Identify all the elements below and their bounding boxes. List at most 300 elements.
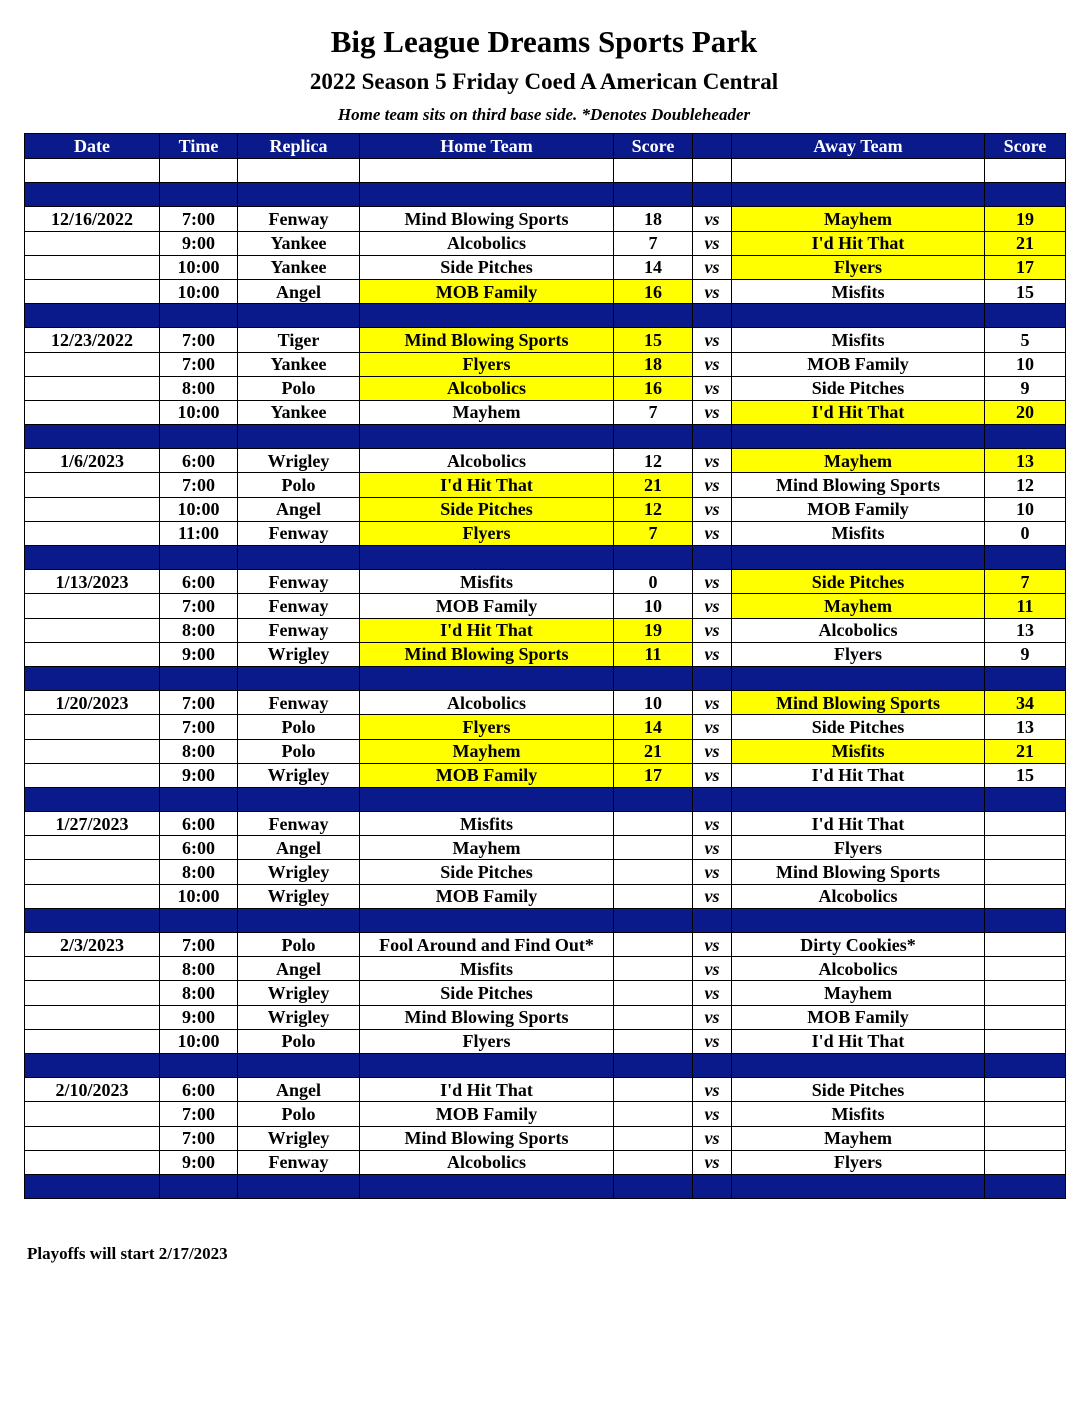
schedule-body bbox=[25, 159, 1066, 1199]
away-team-cell: MOB Family bbox=[732, 352, 985, 376]
home-score-cell bbox=[614, 957, 693, 981]
home-team-cell: Flyers bbox=[360, 715, 614, 739]
vs-cell bbox=[693, 1053, 732, 1077]
date-cell bbox=[25, 159, 160, 183]
home-score-cell: 11 bbox=[614, 642, 693, 666]
replica-cell: Yankee bbox=[238, 231, 360, 255]
home-team-cell: Mayhem bbox=[360, 400, 614, 424]
home-team-cell: Fool Around and Find Out* bbox=[360, 933, 614, 957]
away-score-cell: 9 bbox=[985, 642, 1066, 666]
time-cell: 9:00 bbox=[160, 642, 238, 666]
vs-cell: vs bbox=[693, 763, 732, 787]
away-score-cell bbox=[985, 1078, 1066, 1102]
away-team-cell: Misfits bbox=[732, 279, 985, 303]
date-cell bbox=[25, 1126, 160, 1150]
time-cell: 8:00 bbox=[160, 376, 238, 400]
vs-cell: vs bbox=[693, 255, 732, 279]
away-score-cell: 11 bbox=[985, 594, 1066, 618]
away-score-cell bbox=[985, 1102, 1066, 1126]
home-score-cell bbox=[614, 1005, 693, 1029]
time-cell bbox=[160, 183, 238, 207]
replica-cell: Angel bbox=[238, 957, 360, 981]
game-row bbox=[25, 449, 1066, 473]
home-team-cell: MOB Family bbox=[360, 763, 614, 787]
away-team-cell bbox=[732, 1174, 985, 1198]
vs-cell: vs bbox=[693, 981, 732, 1005]
home-team-cell: Mayhem bbox=[360, 836, 614, 860]
time-cell bbox=[160, 425, 238, 449]
replica-cell: Fenway bbox=[238, 207, 360, 231]
away-team-cell: Dirty Cookies* bbox=[732, 933, 985, 957]
home-score-cell: 21 bbox=[614, 473, 693, 497]
away-score-cell bbox=[985, 666, 1066, 690]
away-score-cell bbox=[985, 304, 1066, 328]
away-score-cell: 13 bbox=[985, 715, 1066, 739]
vs-cell: vs bbox=[693, 376, 732, 400]
home-score-cell: 12 bbox=[614, 449, 693, 473]
date-cell bbox=[25, 497, 160, 521]
home-team-cell bbox=[360, 787, 614, 811]
date-cell bbox=[25, 787, 160, 811]
away-score-cell bbox=[985, 812, 1066, 836]
home-team-cell: Side Pitches bbox=[360, 860, 614, 884]
time-cell: 10:00 bbox=[160, 1029, 238, 1053]
date-cell bbox=[25, 594, 160, 618]
away-score-cell: 10 bbox=[985, 497, 1066, 521]
vs-cell: vs bbox=[693, 279, 732, 303]
date-cell: 12/16/2022 bbox=[25, 207, 160, 231]
game-row bbox=[25, 255, 1066, 279]
time-cell bbox=[160, 304, 238, 328]
game-row bbox=[25, 1102, 1066, 1126]
replica-cell bbox=[238, 425, 360, 449]
home-score-cell: 7 bbox=[614, 400, 693, 424]
home-team-cell: Alcobolics bbox=[360, 231, 614, 255]
time-cell: 8:00 bbox=[160, 981, 238, 1005]
home-score-cell bbox=[614, 1053, 693, 1077]
game-row bbox=[25, 763, 1066, 787]
home-score-cell bbox=[614, 159, 693, 183]
home-score-cell bbox=[614, 666, 693, 690]
replica-cell: Fenway bbox=[238, 521, 360, 545]
replica-cell bbox=[238, 159, 360, 183]
vs-cell: vs bbox=[693, 400, 732, 424]
home-team-cell: Misfits bbox=[360, 812, 614, 836]
date-cell: 2/10/2023 bbox=[25, 1078, 160, 1102]
away-team-cell: Side Pitches bbox=[732, 376, 985, 400]
home-team-cell: Misfits bbox=[360, 957, 614, 981]
replica-cell: Wrigley bbox=[238, 1005, 360, 1029]
time-cell: 7:00 bbox=[160, 715, 238, 739]
away-team-cell: Misfits bbox=[732, 328, 985, 352]
time-cell bbox=[160, 787, 238, 811]
game-row bbox=[25, 957, 1066, 981]
home-score-cell: 7 bbox=[614, 521, 693, 545]
game-row bbox=[25, 618, 1066, 642]
away-team-cell bbox=[732, 159, 985, 183]
home-score-cell bbox=[614, 1029, 693, 1053]
date-cell bbox=[25, 425, 160, 449]
away-team-cell: Flyers bbox=[732, 836, 985, 860]
playoffs-note: Playoffs will start 2/17/2023 bbox=[27, 1244, 228, 1263]
away-score-cell: 13 bbox=[985, 618, 1066, 642]
blank-row bbox=[25, 159, 1066, 183]
time-cell: 8:00 bbox=[160, 739, 238, 763]
home-team-cell: Mayhem bbox=[360, 739, 614, 763]
home-score-cell bbox=[614, 1102, 693, 1126]
date-cell: 12/23/2022 bbox=[25, 328, 160, 352]
week-separator-row bbox=[25, 1174, 1066, 1198]
away-team-cell: MOB Family bbox=[732, 497, 985, 521]
date-cell bbox=[25, 618, 160, 642]
home-score-cell bbox=[614, 981, 693, 1005]
replica-cell: Wrigley bbox=[238, 860, 360, 884]
away-score-cell: 7 bbox=[985, 570, 1066, 594]
date-cell bbox=[25, 642, 160, 666]
home-score-cell bbox=[614, 183, 693, 207]
replica-cell bbox=[238, 787, 360, 811]
replica-cell: Yankee bbox=[238, 352, 360, 376]
away-team-cell: I'd Hit That bbox=[732, 812, 985, 836]
away-score-cell bbox=[985, 908, 1066, 932]
home-score-cell bbox=[614, 933, 693, 957]
home-score-cell: 21 bbox=[614, 739, 693, 763]
home-score-cell: 10 bbox=[614, 594, 693, 618]
away-score-cell bbox=[985, 860, 1066, 884]
replica-cell: Fenway bbox=[238, 594, 360, 618]
date-cell bbox=[25, 763, 160, 787]
vs-cell bbox=[693, 546, 732, 570]
replica-cell: Angel bbox=[238, 497, 360, 521]
vs-cell: vs bbox=[693, 473, 732, 497]
time-cell: 10:00 bbox=[160, 400, 238, 424]
game-row bbox=[25, 497, 1066, 521]
game-row bbox=[25, 400, 1066, 424]
date-cell bbox=[25, 304, 160, 328]
time-cell: 8:00 bbox=[160, 957, 238, 981]
home-team-cell: Side Pitches bbox=[360, 255, 614, 279]
time-cell: 7:00 bbox=[160, 207, 238, 231]
replica-cell: Tiger bbox=[238, 328, 360, 352]
vs-cell: vs bbox=[693, 1102, 732, 1126]
vs-cell: vs bbox=[693, 521, 732, 545]
home-team-cell: I'd Hit That bbox=[360, 618, 614, 642]
replica-cell: Angel bbox=[238, 1078, 360, 1102]
away-team-cell: Mayhem bbox=[732, 981, 985, 1005]
time-cell: 7:00 bbox=[160, 352, 238, 376]
home-score-cell: 15 bbox=[614, 328, 693, 352]
replica-cell bbox=[238, 666, 360, 690]
vs-cell: vs bbox=[693, 1078, 732, 1102]
away-team-cell: Mind Blowing Sports bbox=[732, 860, 985, 884]
away-team-cell bbox=[732, 666, 985, 690]
game-row bbox=[25, 1029, 1066, 1053]
vs-cell bbox=[693, 666, 732, 690]
away-score-cell bbox=[985, 836, 1066, 860]
date-cell bbox=[25, 473, 160, 497]
game-row bbox=[25, 521, 1066, 545]
away-team-cell bbox=[732, 787, 985, 811]
home-team-cell: MOB Family bbox=[360, 884, 614, 908]
away-team-cell: Alcobolics bbox=[732, 884, 985, 908]
home-team-cell: Alcobolics bbox=[360, 376, 614, 400]
away-team-cell bbox=[732, 304, 985, 328]
date-cell: 1/13/2023 bbox=[25, 570, 160, 594]
date-cell bbox=[25, 1005, 160, 1029]
vs-cell: vs bbox=[693, 207, 732, 231]
away-score-cell bbox=[985, 1029, 1066, 1053]
away-score-cell bbox=[985, 957, 1066, 981]
vs-cell: vs bbox=[693, 497, 732, 521]
time-cell: 9:00 bbox=[160, 763, 238, 787]
home-score-cell bbox=[614, 884, 693, 908]
week-separator-row bbox=[25, 304, 1066, 328]
replica-cell: Wrigley bbox=[238, 449, 360, 473]
time-cell bbox=[160, 159, 238, 183]
game-row bbox=[25, 1005, 1066, 1029]
vs-cell bbox=[693, 183, 732, 207]
date-cell bbox=[25, 1150, 160, 1174]
away-team-cell: Misfits bbox=[732, 739, 985, 763]
replica-cell: Fenway bbox=[238, 691, 360, 715]
home-score-cell: 18 bbox=[614, 207, 693, 231]
home-team-cell: Mind Blowing Sports bbox=[360, 1005, 614, 1029]
home-score-cell bbox=[614, 1150, 693, 1174]
date-cell: 1/27/2023 bbox=[25, 812, 160, 836]
away-team-cell: Mayhem bbox=[732, 207, 985, 231]
away-score-cell: 17 bbox=[985, 255, 1066, 279]
replica-cell: Polo bbox=[238, 1102, 360, 1126]
time-cell: 6:00 bbox=[160, 449, 238, 473]
date-cell bbox=[25, 860, 160, 884]
replica-cell bbox=[238, 183, 360, 207]
vs-cell bbox=[693, 1174, 732, 1198]
game-row bbox=[25, 642, 1066, 666]
vs-cell: vs bbox=[693, 231, 732, 255]
date-cell bbox=[25, 715, 160, 739]
replica-cell: Yankee bbox=[238, 400, 360, 424]
vs-cell: vs bbox=[693, 860, 732, 884]
away-team-cell: Mayhem bbox=[732, 594, 985, 618]
replica-cell bbox=[238, 546, 360, 570]
home-score-cell bbox=[614, 304, 693, 328]
away-team-cell: Side Pitches bbox=[732, 715, 985, 739]
vs-cell: vs bbox=[693, 1150, 732, 1174]
away-team-cell: MOB Family bbox=[732, 1005, 985, 1029]
replica-cell: Fenway bbox=[238, 812, 360, 836]
col-header-home-team: Home Team bbox=[360, 134, 614, 159]
away-team-cell: Mayhem bbox=[732, 449, 985, 473]
home-score-cell bbox=[614, 1078, 693, 1102]
away-score-cell bbox=[985, 1150, 1066, 1174]
date-cell bbox=[25, 521, 160, 545]
replica-cell: Angel bbox=[238, 836, 360, 860]
game-row bbox=[25, 836, 1066, 860]
away-team-cell bbox=[732, 425, 985, 449]
game-row bbox=[25, 739, 1066, 763]
replica-cell: Yankee bbox=[238, 255, 360, 279]
time-cell: 6:00 bbox=[160, 812, 238, 836]
away-team-cell: Alcobolics bbox=[732, 618, 985, 642]
time-cell bbox=[160, 1174, 238, 1198]
time-cell: 6:00 bbox=[160, 1078, 238, 1102]
away-team-cell: Misfits bbox=[732, 1102, 985, 1126]
vs-cell bbox=[693, 908, 732, 932]
away-team-cell: Mind Blowing Sports bbox=[732, 473, 985, 497]
away-score-cell: 21 bbox=[985, 231, 1066, 255]
date-cell bbox=[25, 957, 160, 981]
home-team-cell: Flyers bbox=[360, 521, 614, 545]
replica-cell bbox=[238, 1174, 360, 1198]
away-score-cell: 21 bbox=[985, 739, 1066, 763]
game-row bbox=[25, 328, 1066, 352]
date-cell bbox=[25, 908, 160, 932]
game-row bbox=[25, 231, 1066, 255]
date-cell bbox=[25, 279, 160, 303]
page-title: Big League Dreams Sports Park bbox=[330, 24, 758, 59]
away-team-cell bbox=[732, 183, 985, 207]
vs-cell: vs bbox=[693, 328, 732, 352]
col-header-vs bbox=[693, 134, 732, 159]
away-team-cell: Side Pitches bbox=[732, 570, 985, 594]
away-team-cell bbox=[732, 908, 985, 932]
time-cell: 6:00 bbox=[160, 836, 238, 860]
away-team-cell: I'd Hit That bbox=[732, 400, 985, 424]
home-score-cell: 12 bbox=[614, 497, 693, 521]
week-separator-row bbox=[25, 908, 1066, 932]
home-score-cell: 19 bbox=[614, 618, 693, 642]
home-team-cell bbox=[360, 159, 614, 183]
vs-cell: vs bbox=[693, 352, 732, 376]
date-cell bbox=[25, 400, 160, 424]
col-header-away-team: Away Team bbox=[732, 134, 985, 159]
game-row bbox=[25, 981, 1066, 1005]
away-score-cell bbox=[985, 981, 1066, 1005]
schedule-table bbox=[24, 133, 1066, 1199]
home-team-cell: Alcobolics bbox=[360, 449, 614, 473]
vs-cell: vs bbox=[693, 836, 732, 860]
home-team-cell: Misfits bbox=[360, 570, 614, 594]
vs-cell: vs bbox=[693, 812, 732, 836]
away-team-cell bbox=[732, 1053, 985, 1077]
game-row bbox=[25, 570, 1066, 594]
game-row bbox=[25, 473, 1066, 497]
home-team-cell bbox=[360, 908, 614, 932]
away-score-cell bbox=[985, 159, 1066, 183]
away-score-cell: 0 bbox=[985, 521, 1066, 545]
date-cell bbox=[25, 739, 160, 763]
home-score-cell: 0 bbox=[614, 570, 693, 594]
game-row bbox=[25, 207, 1066, 231]
home-score-cell: 14 bbox=[614, 715, 693, 739]
replica-cell: Polo bbox=[238, 715, 360, 739]
away-score-cell: 15 bbox=[985, 279, 1066, 303]
time-cell: 7:00 bbox=[160, 594, 238, 618]
game-row bbox=[25, 691, 1066, 715]
time-cell: 7:00 bbox=[160, 933, 238, 957]
game-row bbox=[25, 279, 1066, 303]
time-cell: 10:00 bbox=[160, 497, 238, 521]
replica-cell bbox=[238, 304, 360, 328]
replica-cell: Wrigley bbox=[238, 763, 360, 787]
away-score-cell bbox=[985, 884, 1066, 908]
game-row bbox=[25, 352, 1066, 376]
home-team-cell: Flyers bbox=[360, 1029, 614, 1053]
away-team-cell: Flyers bbox=[732, 1150, 985, 1174]
time-cell: 9:00 bbox=[160, 231, 238, 255]
away-team-cell: Mind Blowing Sports bbox=[732, 691, 985, 715]
replica-cell: Wrigley bbox=[238, 884, 360, 908]
away-score-cell bbox=[985, 1174, 1066, 1198]
time-cell: 8:00 bbox=[160, 618, 238, 642]
away-score-cell: 13 bbox=[985, 449, 1066, 473]
time-cell: 10:00 bbox=[160, 255, 238, 279]
away-score-cell: 20 bbox=[985, 400, 1066, 424]
away-team-cell bbox=[732, 546, 985, 570]
replica-cell bbox=[238, 1053, 360, 1077]
away-team-cell: I'd Hit That bbox=[732, 231, 985, 255]
vs-cell: vs bbox=[693, 715, 732, 739]
away-score-cell: 15 bbox=[985, 763, 1066, 787]
vs-cell: vs bbox=[693, 570, 732, 594]
home-team-cell: Mind Blowing Sports bbox=[360, 1126, 614, 1150]
home-score-cell: 18 bbox=[614, 352, 693, 376]
time-cell bbox=[160, 546, 238, 570]
col-header-home-score: Score bbox=[614, 134, 693, 159]
time-cell: 7:00 bbox=[160, 691, 238, 715]
vs-cell: vs bbox=[693, 1029, 732, 1053]
time-cell: 10:00 bbox=[160, 279, 238, 303]
home-score-cell: 17 bbox=[614, 763, 693, 787]
page-subtitle: 2022 Season 5 Friday Coed A American Central bbox=[309, 69, 779, 94]
time-cell: 8:00 bbox=[160, 860, 238, 884]
date-cell bbox=[25, 836, 160, 860]
replica-cell: Polo bbox=[238, 1029, 360, 1053]
vs-cell: vs bbox=[693, 739, 732, 763]
home-team-cell: Alcobolics bbox=[360, 1150, 614, 1174]
time-cell: 6:00 bbox=[160, 570, 238, 594]
away-team-cell: Flyers bbox=[732, 642, 985, 666]
home-score-cell: 14 bbox=[614, 255, 693, 279]
replica-cell: Polo bbox=[238, 739, 360, 763]
time-cell bbox=[160, 1053, 238, 1077]
time-cell bbox=[160, 666, 238, 690]
vs-cell bbox=[693, 304, 732, 328]
time-cell: 11:00 bbox=[160, 521, 238, 545]
date-cell: 2/3/2023 bbox=[25, 933, 160, 957]
home-score-cell: 16 bbox=[614, 279, 693, 303]
home-team-cell bbox=[360, 1174, 614, 1198]
vs-cell bbox=[693, 787, 732, 811]
home-score-cell: 7 bbox=[614, 231, 693, 255]
home-score-cell: 10 bbox=[614, 691, 693, 715]
week-separator-row bbox=[25, 425, 1066, 449]
home-score-cell bbox=[614, 836, 693, 860]
date-cell bbox=[25, 1102, 160, 1126]
date-cell bbox=[25, 1053, 160, 1077]
game-row bbox=[25, 376, 1066, 400]
time-cell bbox=[160, 908, 238, 932]
time-cell: 9:00 bbox=[160, 1005, 238, 1029]
home-team-cell bbox=[360, 304, 614, 328]
game-row bbox=[25, 884, 1066, 908]
home-score-cell bbox=[614, 908, 693, 932]
date-cell bbox=[25, 376, 160, 400]
date-cell: 1/20/2023 bbox=[25, 691, 160, 715]
game-row bbox=[25, 1078, 1066, 1102]
vs-cell: vs bbox=[693, 933, 732, 957]
time-cell: 7:00 bbox=[160, 1126, 238, 1150]
